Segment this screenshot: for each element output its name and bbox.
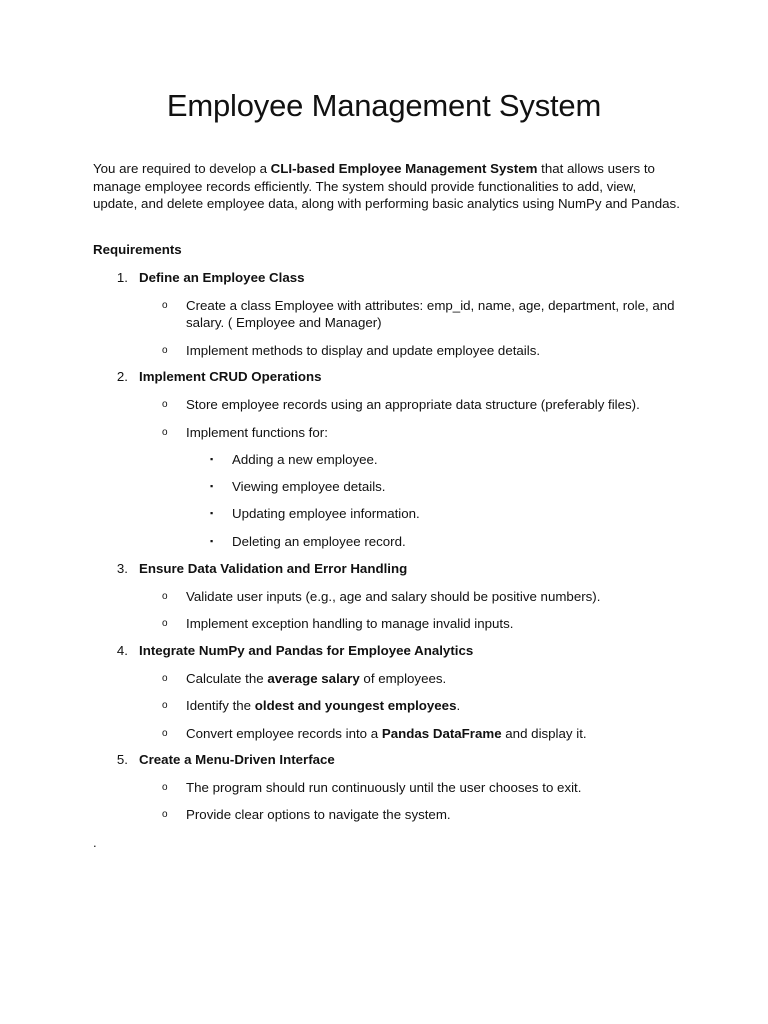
document-title: Employee Management System	[166, 88, 602, 123]
list-item: Implement exception handling to manage invalid inputs.	[186, 616, 514, 631]
section-number: 5.	[116, 752, 128, 767]
circle-bullet: o	[162, 673, 168, 684]
section-heading: Implement CRUD Operations	[139, 369, 322, 384]
section-heading: Define an Employee Class	[139, 270, 305, 285]
circle-bullet: o	[162, 618, 168, 629]
circle-bullet: o	[162, 700, 168, 711]
section-heading: Integrate NumPy and Pandas for Employee Analytics	[139, 643, 474, 658]
sub-list-item: Deleting an employee record.	[232, 534, 406, 549]
list-item: Validate user inputs (e.g., age and salary should be positive numbers).	[186, 589, 601, 604]
item-bold-text: average salary	[267, 671, 360, 686]
circle-bullet: o	[162, 300, 168, 311]
square-bullet: ▪	[210, 481, 214, 491]
list-item: The program should run continuously until the user chooses to exit.	[186, 780, 582, 795]
section-number: 1.	[116, 270, 128, 285]
list-item: Create a class Employee with attributes: emp_id, name, age, department, role, and salary. ( Employee and Manager)	[186, 298, 675, 330]
list-item: Store employee records using an appropriate data structure (preferably files).	[186, 397, 640, 412]
section-heading: Create a Menu-Driven Interface	[139, 752, 335, 767]
item-text: Calculate the	[186, 671, 268, 686]
list-item: Provide clear options to navigate the system.	[186, 807, 451, 822]
list-item	[186, 725, 587, 742]
intro-paragraph	[93, 160, 683, 213]
circle-bullet: o	[162, 782, 168, 793]
section-number: 2.	[116, 369, 128, 384]
item-text: .	[456, 698, 461, 713]
square-bullet: ▪	[210, 454, 214, 464]
intro-text-2: that allows users to manage employee records efficiently. The system should provide functionalities to add, view, update, and delete employee data, along with performing basic analytics using NumPy and Pandas.	[93, 161, 680, 212]
square-bullet: ▪	[210, 508, 214, 518]
item-text: of employees.	[359, 671, 447, 686]
section-heading: Ensure Data Validation and Error Handling	[139, 561, 408, 576]
circle-bullet: o	[162, 591, 168, 602]
item-text: Convert employee records into a	[186, 726, 382, 741]
item-bold-text: Pandas DataFrame	[381, 726, 502, 741]
circle-bullet: o	[162, 345, 168, 356]
intro-text-1: You are required to develop a	[93, 161, 271, 176]
sub-list-item: Updating employee information.	[232, 506, 420, 521]
square-bullet: ▪	[210, 536, 214, 546]
sub-list-item: Adding a new employee.	[232, 452, 378, 467]
list-item: Implement functions for:	[186, 425, 328, 440]
circle-bullet: o	[162, 399, 168, 410]
circle-bullet: o	[162, 809, 168, 820]
item-bold-text: oldest and youngest employees	[254, 698, 457, 713]
circle-bullet: o	[162, 728, 168, 739]
item-text: Identify the	[186, 698, 255, 713]
circle-bullet: o	[162, 427, 168, 438]
intro-bold: CLI-based Employee Management System	[270, 161, 538, 176]
section-number: 4.	[116, 643, 128, 658]
sub-list-item: Viewing employee details.	[232, 479, 386, 494]
list-item	[186, 697, 460, 714]
trailing-period: .	[93, 835, 97, 850]
item-text: and display it.	[501, 726, 587, 741]
list-item	[186, 670, 446, 687]
requirements-heading: Requirements	[93, 242, 182, 257]
list-item: Implement methods to display and update employee details.	[186, 343, 541, 358]
section-number: 3.	[116, 561, 128, 576]
